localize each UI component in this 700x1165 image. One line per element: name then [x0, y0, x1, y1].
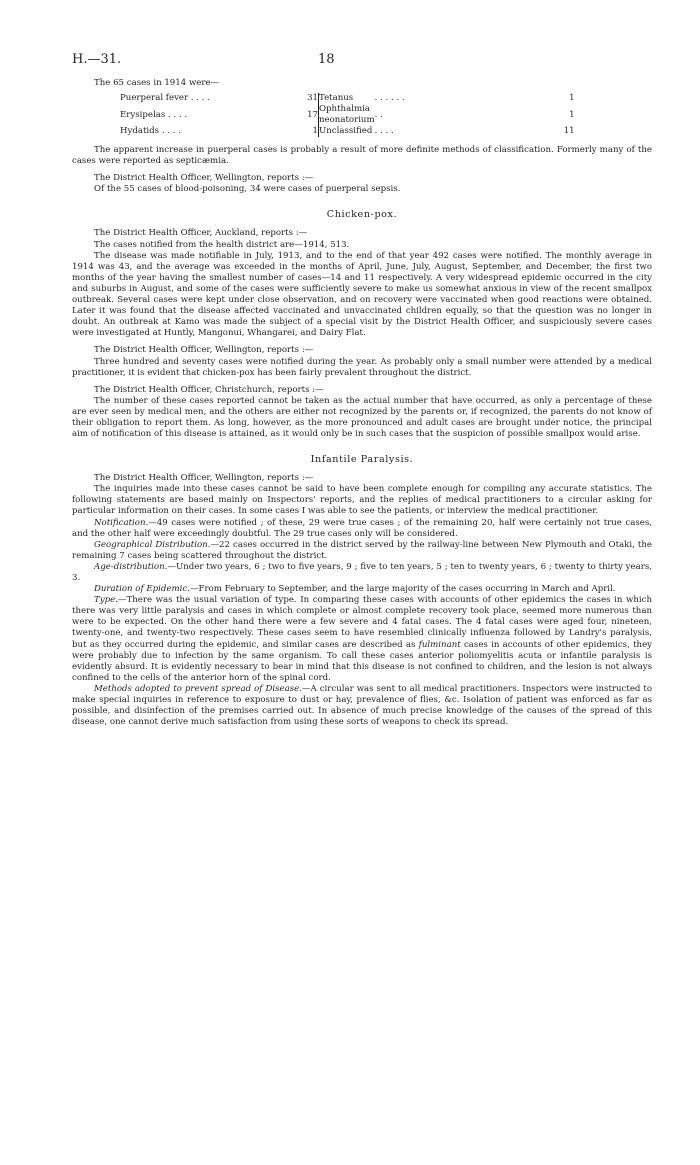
age-paragraph: [72, 562, 652, 584]
table-row: [120, 93, 575, 104]
page-header: [72, 52, 652, 78]
leader-dots: . . . .: [161, 126, 181, 137]
methods-paragraph: [72, 684, 652, 728]
leader-dots: . .: [374, 109, 383, 120]
wellington-report-intro: The District Health Officer, Wellington, reports :—: [94, 173, 314, 184]
infantile-intro: The District Health Officer, Wellington, reports :—: [94, 473, 314, 484]
right-case-count: 1: [569, 93, 575, 104]
leader-dots: . . . . . .: [374, 93, 405, 104]
type-body-2: cases in accounts of other epidemics, they were probably due to infection by the same organism. To call these cases anterior poliomyelitis acuta or infantile paralysis is evidently absurd. It is evidently necessary to bear in mind that this disease is not confined to children, and the lesion is not always confined to the cells of the anterior horn of the spinal cord.: [72, 639, 653, 683]
cases-table: [120, 93, 575, 137]
table-row: [120, 126, 575, 137]
methods-body: —A circular was sent to all medical practitioners. Inspectors were instructed to make special inquiries in reference to exposure to dust or hay, prevalence of flies, &c. Isolation of patient was enforced as far as possible, and disinfection of the premises carried out. In absence of much precise knowledge of the causes of the spread of this disease, one cannot derive much satisfaction from using these sorts of weapons to check its spread.: [72, 683, 653, 728]
duration-label: Duration of Epidemic.: [94, 584, 190, 595]
page-number: 18: [318, 52, 335, 67]
left-case-name: Erysipelas: [120, 109, 166, 120]
christchurch-body: The number of these cases reported cannot be taken as the actual number that have occurred, as only a percentage of these are ever seen by medical men, and the others are either not recognized by the parents or, if recognized, the parents do not know of their obligation to report them. As long, however, as the more pronounced and adult cases are brought under notice, the principal aim of notification of this disease is attained, as it would only be in such cases that the suspicion of possible smallpox would arise.: [72, 395, 652, 440]
right-case-name: Ophthalmia neonatorium: [319, 104, 375, 126]
right-case-name: Tetanus: [319, 93, 354, 104]
left-case-name: Hydatids: [120, 126, 160, 137]
left-case-name: Puerperal fever: [120, 93, 189, 104]
report-reference: H.—31.: [72, 52, 122, 67]
left-case-count: 17: [307, 109, 318, 120]
age-label: Age-distribution.: [94, 561, 168, 572]
duration-body: —From February to September, and the large majority of the cases occurring in March and April.: [189, 584, 616, 595]
christchurch-intro: The District Health Officer, Christchurch, reports :—: [94, 384, 324, 395]
puerperal-note: The apparent increase in puerperal cases is probably a result of more definite methods of classification. Formerly many of the cases were reported as septicæmia.: [72, 145, 652, 167]
notification-label: Notification.: [94, 517, 149, 528]
auckland-cases: The cases notified from the health district are—1914, 513.: [94, 239, 350, 250]
leader-dots: . . . .: [168, 109, 188, 120]
duration-paragraph: [72, 584, 652, 595]
leader-dots: . . . .: [374, 126, 394, 137]
type-italic-term: fulminant: [418, 639, 461, 650]
right-case-count: 11: [563, 126, 575, 137]
infantile-paralysis-heading: Infantile Paralysis.: [310, 454, 414, 466]
wellington-chickenpox-body: Three hundred and seventy cases were notified during the year. As probably only a small number were attended by a medical practitioner, it is evident that chicken-pox has been fairly prevalent throughout the district.: [72, 356, 652, 378]
left-case-count: 31: [307, 93, 318, 104]
type-paragraph: [72, 595, 652, 684]
table-row: [120, 104, 575, 126]
right-case-name: Unclassified: [319, 126, 373, 137]
cases-intro: The 65 cases in 1914 were—: [94, 78, 220, 88]
left-case-count: 1: [312, 126, 318, 137]
infantile-inquiries: The inquiries made into these cases cannot be said to have been complete enough for compiling any accurate statistics. The following statements are based mainly on Inspectors' reports, and the replies of medical practitioners to a circular asking for particular information on their cases. In some cases I was able to see the patients, or interview the medical practitioner.: [72, 484, 652, 517]
geographical-body: —22 cases occurred in the district served by the railway-line between New Plymouth and Otaki, the remaining 7 cases being scattered throughout the district.: [72, 539, 652, 561]
chickenpox-heading: Chicken-pox.: [326, 209, 398, 221]
notification-paragraph: [72, 518, 652, 540]
wellington-blood-poisoning: Of the 55 cases of blood-poisoning, 34 were cases of puerperal sepsis.: [94, 184, 401, 195]
auckland-report-intro: The District Health Officer, Auckland, reports :—: [94, 228, 308, 239]
geographical-paragraph: [72, 540, 652, 562]
right-case-count: 1: [569, 109, 575, 120]
geographical-label: Geographical Distribution.: [94, 539, 211, 550]
wellington-chickenpox-intro: The District Health Officer, Wellington, reports :—: [94, 345, 314, 356]
notification-body: —49 cases were notified ; of these, 29 were true cases ; of the remaining 20, half were certainly not true cases, and the other half were exceedingly doubtful. The 29 true cases only will be considered.: [72, 517, 652, 539]
methods-label: Methods adopted to prevent spread of Disease.: [94, 683, 302, 694]
type-body-1: —There was the usual variation of type. In comparing these cases with accounts of other epidemics the cases in which there was very little paralysis and cases in which complete or almost complete recovery took place, seemed more numerous than were to be expected. On the other hand there were a few severe and 4 fatal cases. The 4 fatal cases were aged four, nineteen, twenty-one, and twenty-two respectively. These cases seem to have resembled clinically influenza followed by Landry's paralysis, but as they occurred during the epidemic, and similar cases are described as: [72, 595, 652, 650]
type-label: Type.: [94, 595, 118, 606]
age-body: —Under two years, 6 ; two to five years, 9 ; five to ten years, 5 ; ten to twenty years, 6 ; twenty to thirty years, 3.: [72, 561, 652, 583]
leader-dots: . . . .: [190, 93, 210, 104]
auckland-body: The disease was made notifiable in July, 1913, and to the end of that year 492 cases were notified. The monthly average in 1914 was 43, and the average was exceeded in the months of April, June, July, August, September, and December, the first two months of the year having the smallest number of cases—14 and 11 respectively. A very widespread epidemic occurred in the city and suburbs in August, and some of the cases were sufficiently severe to make us somewhat anxious in view of the recent smallpox outbreak. Several cases were kept under close observation, and on recovery were vaccinated when good reactions were obtained. Later it was found that the disease affected vaccinated and unvaccinated children equally, so that the question was no longer in doubt. An outbreak at Kamo was made the subject of a special visit by the District Health Officer, and suspiciously severe cases were investigated at Huntly, Mangonui, Whangarei, and Dairy Flat.: [72, 250, 652, 339]
